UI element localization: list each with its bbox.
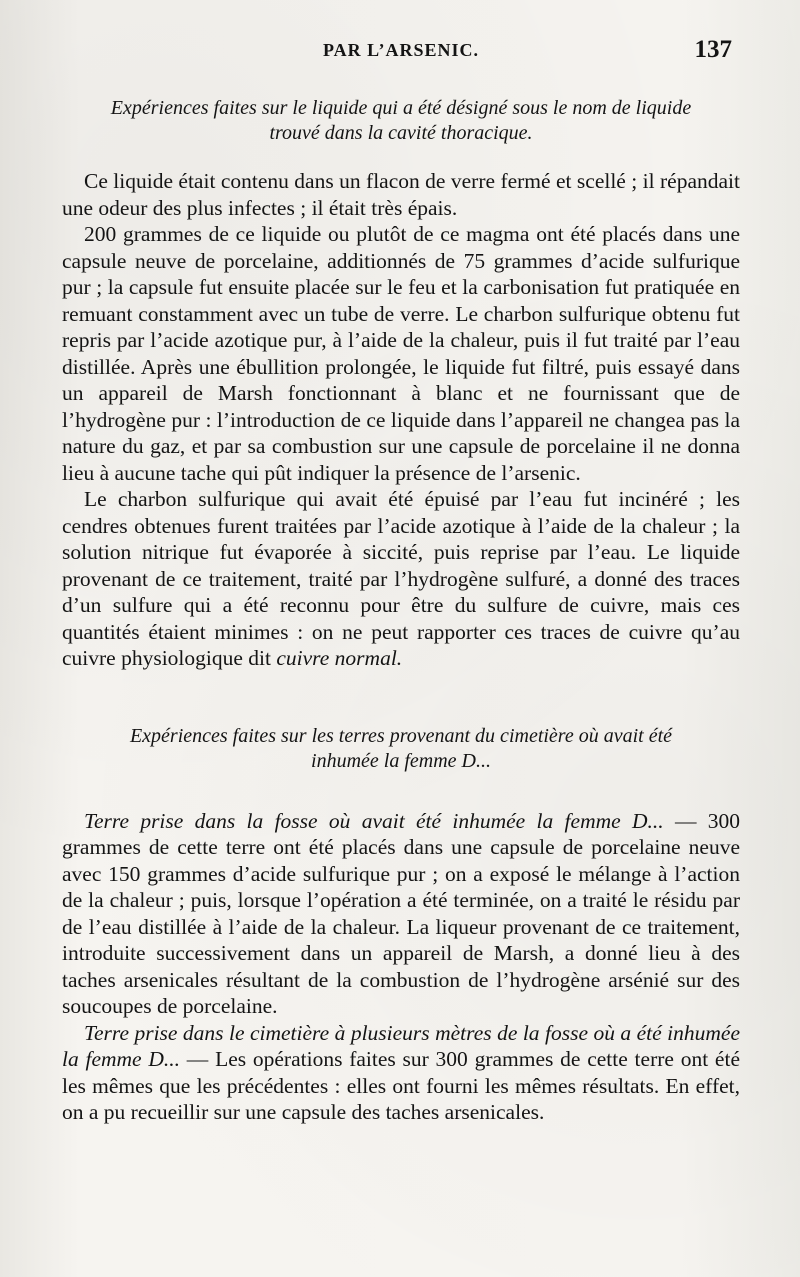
paragraph-subhead: Terre prise dans le cimetière à plusieurs mètres de la fosse où a été inhumée la femme D... <box>62 1020 740 1071</box>
paragraph-subhead: Terre prise dans la fosse où avait été inhumée la femme D... <box>84 808 664 833</box>
section-heading-liquide <box>62 96 740 146</box>
paragraph-text: 300 grammes de cette terre ont été placés dans une capsule de porcelaine neuve avec 150 grammes d’acide sulfurique pur ; on a exposé le mélange à l’action de la chaleur ; puis, lorsque l’opération a été terminée, on a traité le résidu par de l’eau distillée à l’aide de la chaleur. La liqueur provenant de ce traitement, introduite successivement dans un appareil de Marsh, a donné lieu à des taches arsenicales résultant de la combustion de l’hydrogène arsénié sur des soucoupes de porcelaine. <box>62 808 741 1018</box>
page-number: 137 <box>694 36 732 63</box>
em-dash: — <box>180 1047 216 1071</box>
section-heading-line2: inhumée la femme D... <box>311 749 491 772</box>
em-dash: — <box>663 808 708 833</box>
section-heading-line1: Expériences faites sur le liquide qui a été désigné sous le nom de liquide <box>110 97 692 119</box>
paragraph-text: Les opérations faites sur 300 grammes de cette terre ont été les mêmes que les précédentes : elles ont fourni les mêmes résultats. En effet, on a pu recueillir sur une capsule des taches arsenicales. <box>62 1047 740 1124</box>
paragraph-magma: 200 grammes de ce liquide ou plutôt de ce magma ont été placés dans une capsule neuve de porcelaine, additionnés de 75 grammes d’acide sulfurique pur ; la capsule fut ensuite placée sur le feu et la carbonisation fut pratiquée en remuant constamment avec un tube de verre. Le charbon sulfurique obtenu fut repris par l’acide azotique pur, à l’aide de la chaleur, puis il fut traité par l’eau distillée. Après une ébullition prolongée, le liquide fut filtré, puis essayé dans un appareil de Marsh fonctionnant à blanc et ne fournissant que de l’hydrogène pur : l’introduction de ce liquide dans l’appareil ne changea pas la nature du gaz, et par sa combustion sur une capsule de porcelaine il ne donna lieu à aucune tache qui pût indiquer la présence de l’arsenic. <box>62 222 740 485</box>
running-head: PAR L’ARSENIC. <box>322 40 480 60</box>
section-heading-line1: Expériences faites sur les terres provenant du cimetière où avait été <box>129 724 673 747</box>
paragraph-charbon <box>62 486 740 672</box>
paragraph-flacon: Ce liquide était contenu dans un flacon de verre fermé et scellé ; il répandait une odeur des plus infectes ; il était très épais. <box>62 169 740 220</box>
page-header <box>62 34 740 74</box>
section-heading-line2: trouvé dans la cavité thoracique. <box>269 122 533 144</box>
section-heading-terres <box>62 724 740 774</box>
paragraph-terre-fosse <box>62 808 740 1020</box>
paragraph-charbon-text: Le charbon sulfurique qui avait été épuisé par l’eau fut incinéré ; les cendres obtenues furent traitées par l’acide azotique à l’aide de la chaleur ; la solution nitrique fut évaporée à siccité, puis reprise par l’eau. Le liquide provenant de ce traitement, traité par l’hydrogène sulfuré, a donné des traces d’un sulfure qui a été reconnu pour être du sulfure de cuivre, mais ces quantités étaient minimes : on ne peut rapporter ces traces de cuivre qu’au cuivre physiologique dit <box>62 487 740 670</box>
paragraph-terre-cimetiere <box>62 1020 740 1126</box>
paragraph-charbon-italic: cuivre normal. <box>276 646 403 670</box>
